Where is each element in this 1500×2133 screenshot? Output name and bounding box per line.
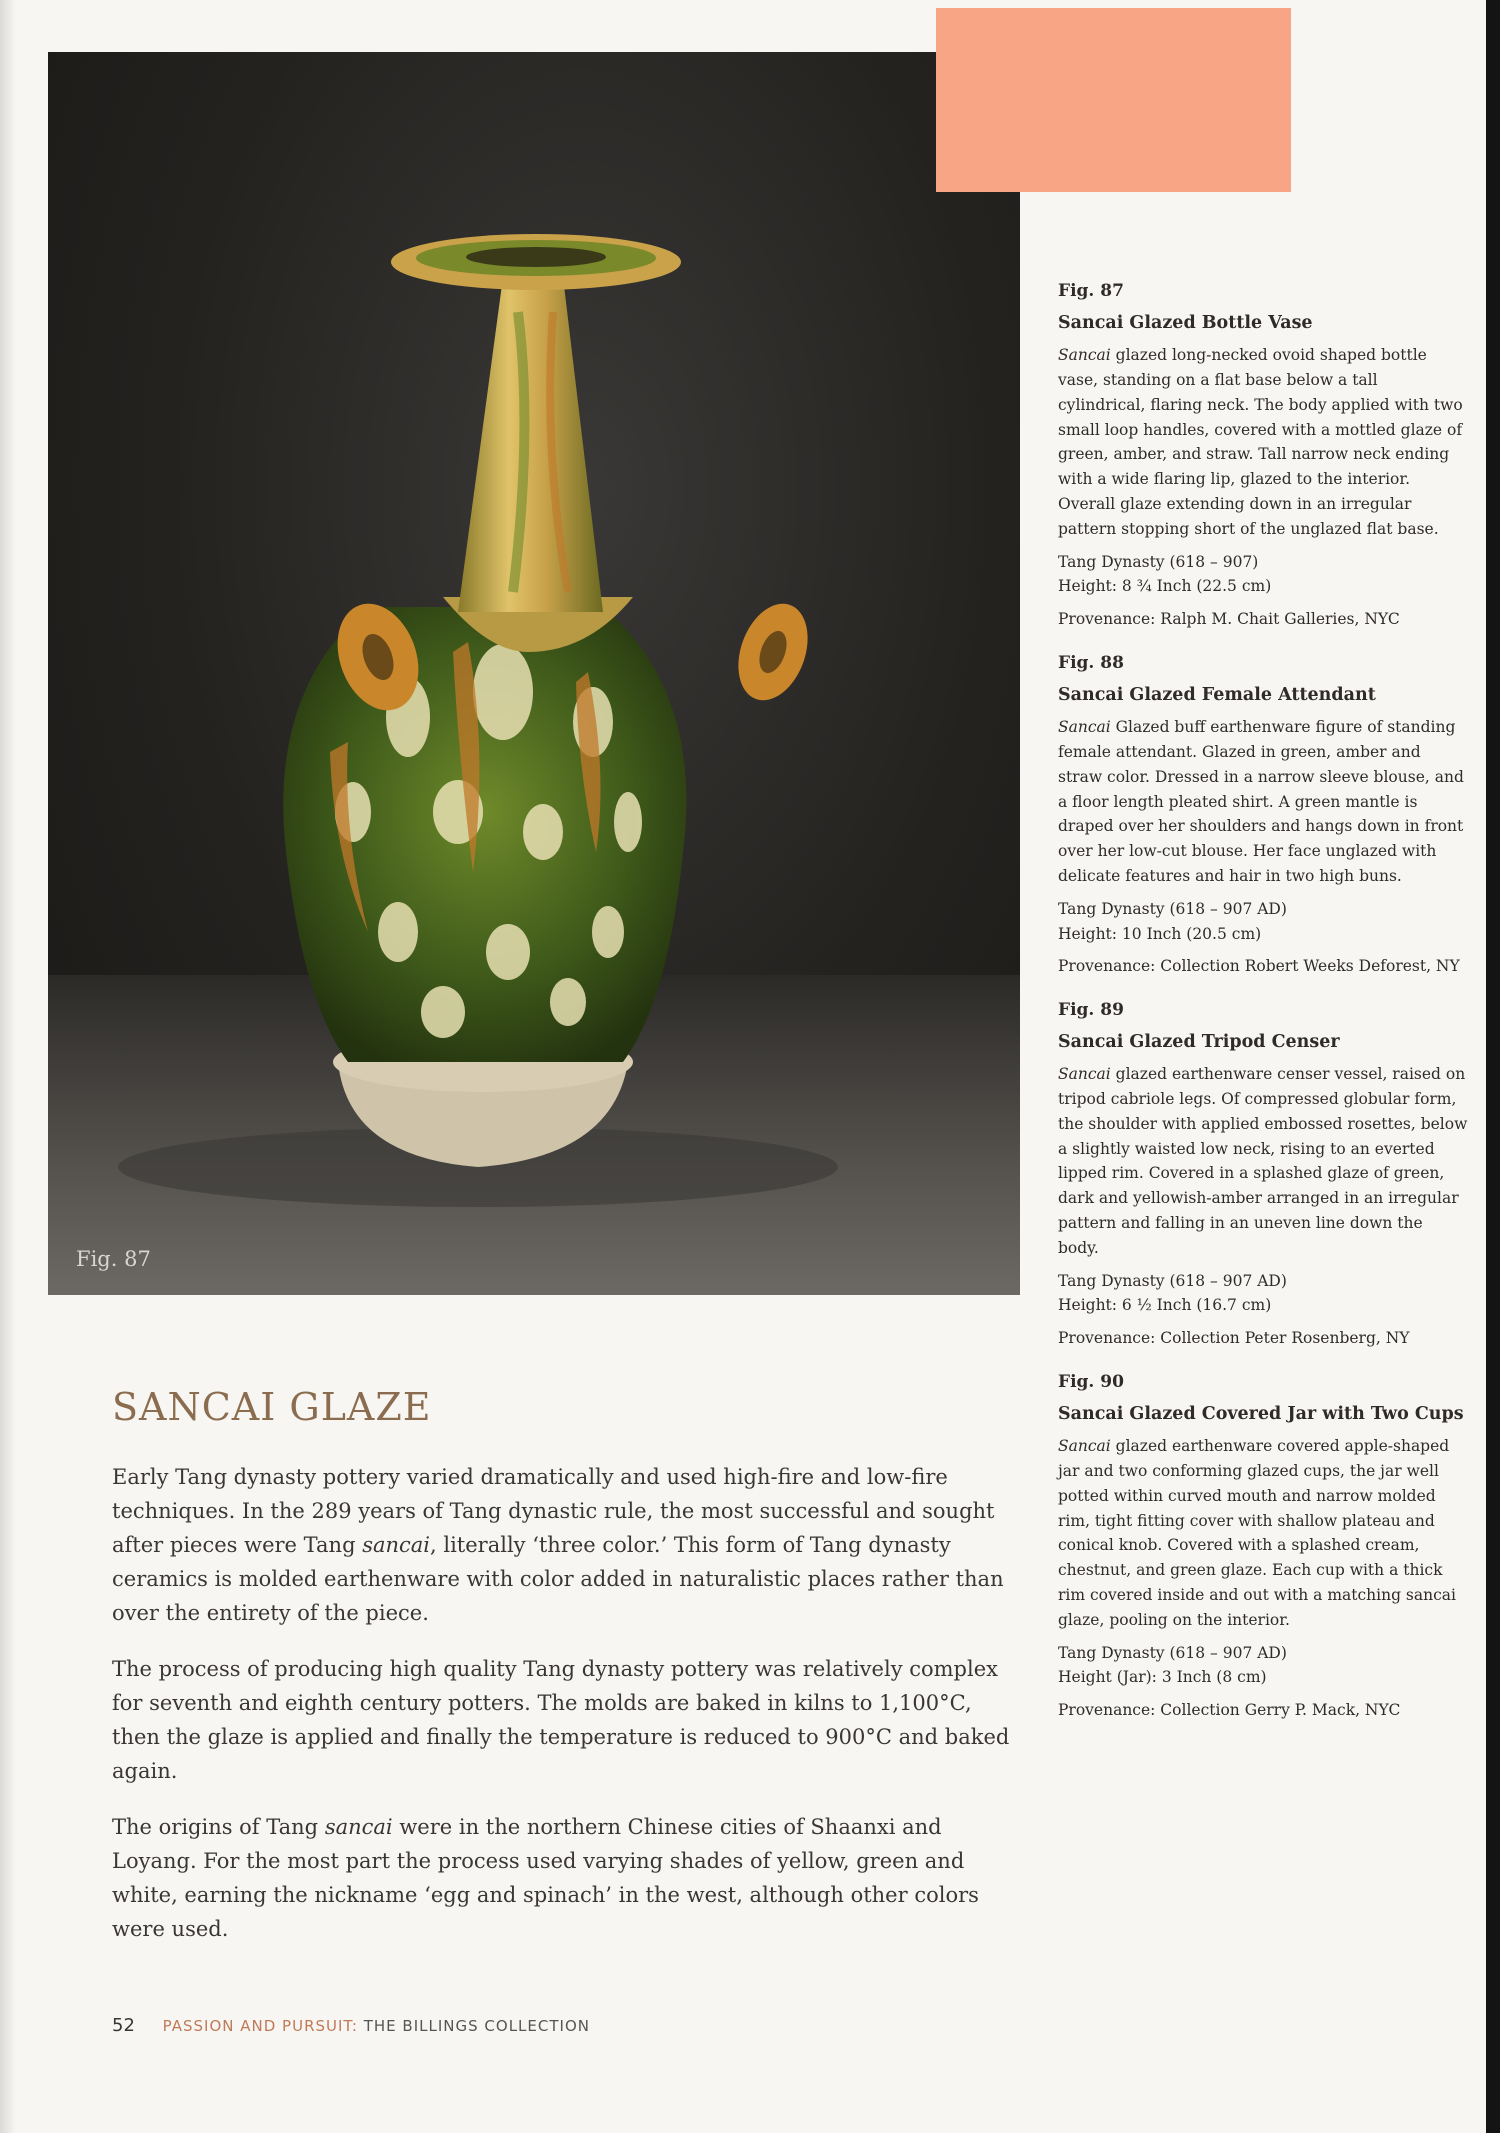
page-footer xyxy=(112,2015,590,2036)
figure-captions-column xyxy=(1058,278,1468,1741)
figure-number: Fig. 89 xyxy=(1058,1000,1124,1021)
figure-dynasty: Tang Dynasty (618 – 907 AD) xyxy=(1058,1271,1287,1290)
figure-caption-90 xyxy=(1058,1369,1468,1723)
book-series-title: PASSION AND PURSUIT: xyxy=(162,2017,358,2035)
figure-caption-87 xyxy=(1058,278,1468,632)
paragraph-1-text-b: , literally ‘three color.’ This form of Tang dynasty ceramics is molded earthenware with color added in naturalistic places rather than over the entirety of the piece. xyxy=(112,1533,1004,1626)
figure-title: Sancai Glazed Female Attendant xyxy=(1058,685,1376,706)
italic-term: Sancai xyxy=(1058,1437,1111,1456)
description-text: glazed long-necked ovoid shaped bottle vase, standing on a flat base below a tall cylindrical, flaring neck. The body applied with two small loop handles, covered with a mottled glaze of green, amber, and straw. Tall narrow neck ending with a wide flaring lip, glazed to the interior. Overall glaze extending down in an irregular pattern stopping short of the unglazed flat base. xyxy=(1058,346,1463,538)
vase-photograph xyxy=(48,52,1020,1295)
figure-description xyxy=(1058,343,1468,541)
figure-height: Height: 8 ¾ Inch (22.5 cm) xyxy=(1058,577,1272,596)
paragraph-1 xyxy=(112,1460,1024,1630)
figure-description xyxy=(1058,1434,1468,1632)
paragraph-3 xyxy=(112,1810,1024,1946)
figure-provenance: Provenance: Collection Peter Rosenberg, NY xyxy=(1058,1329,1410,1348)
photo-caption: Fig. 87 xyxy=(76,1247,151,1271)
italic-term: Sancai xyxy=(1058,718,1111,737)
figure-dynasty: Tang Dynasty (618 – 907 AD) xyxy=(1058,899,1287,918)
sancai-vase-illustration xyxy=(48,52,1020,1295)
figure-caption-88 xyxy=(1058,650,1468,979)
italic-term: Sancai xyxy=(1058,346,1111,365)
paragraph-2: The process of producing high quality Tang dynasty pottery was relatively complex for seventh and eighth century potters. The molds are baked in kilns to 1,100°C, then the glaze is applied and finally the temperature is reduced to 900°C and baked again. xyxy=(112,1657,1010,1784)
figure-height: Height: 6 ½ Inch (16.7 cm) xyxy=(1058,1296,1272,1315)
description-text: glazed earthenware covered apple-shaped jar and two conforming glazed cups, the jar well potted within curved mouth and narrow molded rim, tight fitting cover with shallow plateau and conical knob. Covered with a splashed cream, chestnut, and green glaze. Each cup with a thick rim covered inside and out with a matching sancai glaze, pooling on the interior. xyxy=(1058,1437,1456,1629)
figure-title: Sancai Glazed Covered Jar with Two Cups xyxy=(1058,1404,1464,1425)
paragraph-1-text-a: Early Tang dynasty pottery varied dramatically and used high-fire and low-fire techniques. In the 289 years of Tang dynastic rule, the most successful and sought after pieces were Tang xyxy=(112,1465,995,1558)
paragraph-3-text-a: The origins of Tang xyxy=(112,1815,325,1840)
figure-dynasty: Tang Dynasty (618 – 907) xyxy=(1058,552,1259,571)
description-text: Glazed buff earthenware figure of standing female attendant. Glazed in green, amber and straw color. Dressed in a narrow sleeve blouse, and a floor length pleated shirt. A green mantle is draped over her shoulders and hangs down in front over her low-cut blouse. Her face unglazed with delicate features and hair in two high buns. xyxy=(1058,718,1464,885)
book-subtitle: THE BILLINGS COLLECTION xyxy=(363,2017,590,2035)
figure-dynasty: Tang Dynasty (618 – 907 AD) xyxy=(1058,1643,1287,1662)
figure-title: Sancai Glazed Bottle Vase xyxy=(1058,313,1313,334)
decorative-accent-block xyxy=(936,8,1291,192)
figure-title: Sancai Glazed Tripod Censer xyxy=(1058,1032,1340,1053)
figure-height: Height: 10 Inch (20.5 cm) xyxy=(1058,924,1262,943)
figure-description xyxy=(1058,715,1468,889)
description-text: glazed earthenware censer vessel, raised on tripod cabriole legs. Of compressed globular form, the shoulder with applied embossed rosettes, below a slightly waisted low neck, rising to an everted lipped rim. Covered in a splashed glaze of green, dark and yellowish-amber arranged in an irregular pattern and falling in an uneven line down the body. xyxy=(1058,1065,1468,1257)
section-heading: SANCAI GLAZE xyxy=(112,1385,432,1429)
figure-provenance: Provenance: Collection Gerry P. Mack, NYC xyxy=(1058,1701,1401,1720)
figure-number: Fig. 87 xyxy=(1058,281,1124,301)
figure-number: Fig. 88 xyxy=(1058,652,1124,673)
figure-provenance: Provenance: Ralph M. Chait Galleries, NYC xyxy=(1058,610,1400,629)
article-body xyxy=(112,1460,1024,1968)
figure-description xyxy=(1058,1062,1468,1260)
italic-term: sancai xyxy=(324,1815,393,1840)
page-edge-right xyxy=(1486,0,1500,2133)
figure-number: Fig. 90 xyxy=(1058,1372,1124,1393)
italic-term: Sancai xyxy=(1058,1065,1111,1084)
figure-caption-89 xyxy=(1058,997,1468,1351)
paragraph-3-text-b: were in the northern Chinese cities of Shaanxi and Loyang. For the most part the process used varying shades of yellow, green and white, earning the nickname ‘egg and spinach’ in the west, although other colors were used. xyxy=(112,1815,979,1942)
italic-term: sancai xyxy=(362,1533,431,1558)
figure-provenance: Provenance: Collection Robert Weeks Deforest, NY xyxy=(1058,957,1460,976)
page-number: 52 xyxy=(112,2015,135,2036)
figure-height: Height (Jar): 3 Inch (8 cm) xyxy=(1058,1668,1267,1687)
page-gutter-left xyxy=(0,0,16,2133)
